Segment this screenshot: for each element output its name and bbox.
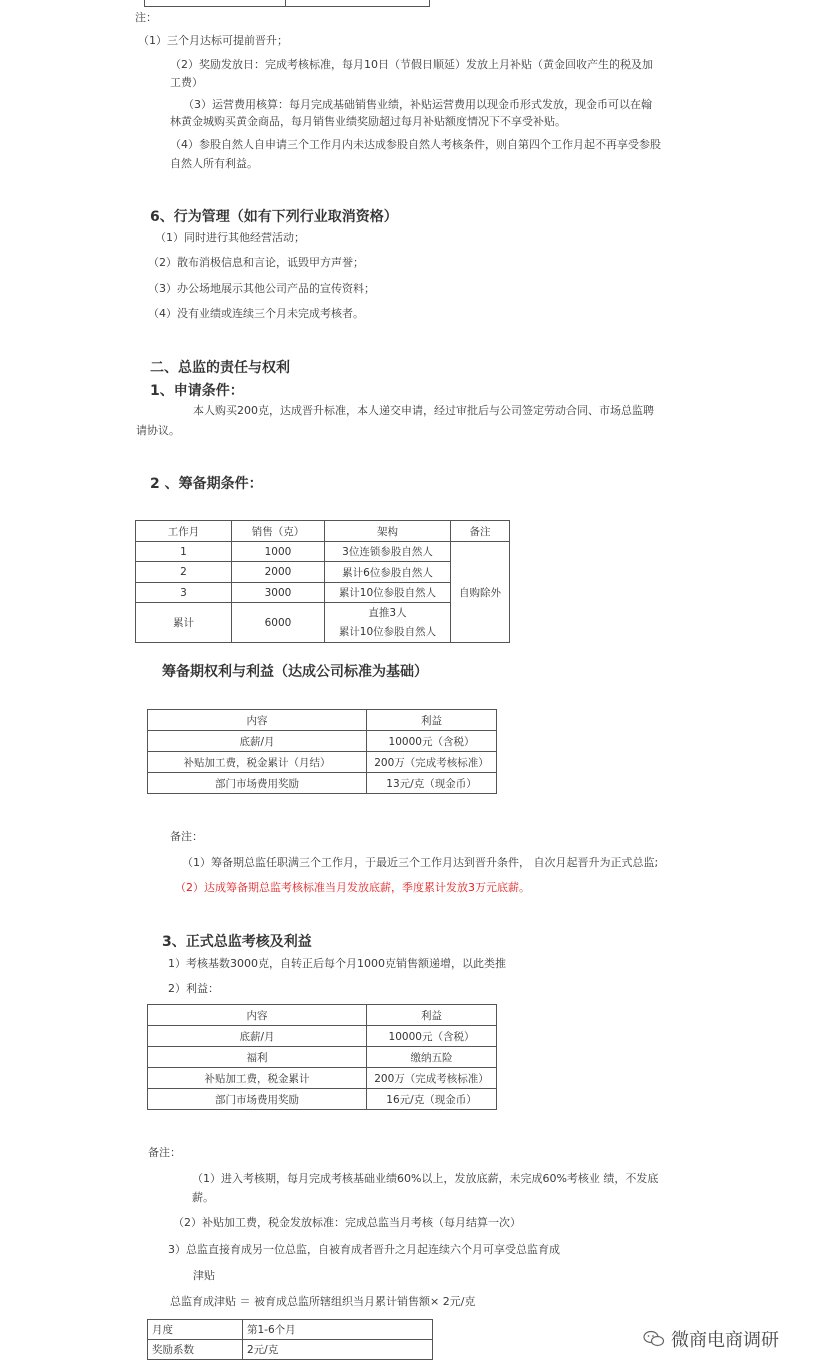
cell: 1 <box>136 542 232 562</box>
note-line: （4）参股自然人自申请三个工作月内未达成参股自然人考核条件，则自第四个工作月起不再享受参股 <box>170 138 661 151</box>
table-header: 内容 <box>148 710 367 731</box>
wechat-icon <box>643 1330 665 1348</box>
table-row <box>148 731 497 752</box>
note-line: （2）奖励发放日：完成考核标准，每月10日（节假日顺延）发放上月补贴（黄金回收产生的税及加 <box>170 58 653 71</box>
watermark-text: 微商电商调研 <box>671 1330 779 1351</box>
section-heading: 6、行为管理（如有下列行业取消资格） <box>150 209 398 225</box>
cell-line: 累计10位参股自然人 <box>338 625 437 638</box>
notes-heading: 备注： <box>148 1146 181 1159</box>
table-row <box>136 542 510 562</box>
sub-heading: 2 、筹备期条件： <box>150 476 263 492</box>
note-line: （1）进入考核期，每月完成考核基础业绩60%以上，发放底薪，未完成60%考核业 绩，不发底 <box>192 1172 659 1185</box>
table-row <box>148 1320 433 1340</box>
cell: 6000 <box>232 603 325 643</box>
note-line: （1）三个月达标可提前晋升； <box>138 34 288 47</box>
note-line: （1）筹备期总监任职满三个工作月，于最近三个工作月达到晋升条件， 自次月起晋升为正式总监; <box>182 856 659 869</box>
cell: 3 <box>136 583 232 603</box>
table-header: 工作月 <box>136 521 232 542</box>
paragraph: 2）利益： <box>168 982 219 995</box>
cell: 2000 <box>232 562 325 583</box>
cell: 10000元（含税） <box>367 1026 497 1047</box>
cell: 补贴加工费，税金累计（月结） <box>148 752 367 773</box>
table-row <box>148 773 497 794</box>
cell <box>325 603 451 643</box>
part-heading: 二、总监的责任与权利 <box>150 360 290 376</box>
table-row <box>148 1340 433 1360</box>
cell: 部门市场费用奖励 <box>148 1089 367 1110</box>
cell: 3位连锁参股自然人 <box>325 542 451 562</box>
cell: 缴纳五险 <box>367 1047 497 1068</box>
note-line: 林黄金城购买黄金商品，每月销售业绩奖励超过每月补贴额度情况下不享受补贴。 <box>170 115 566 128</box>
cell: 200万（完成考核标准） <box>367 1068 497 1089</box>
table-fragment-top <box>144 0 430 7</box>
cell: 底薪/月 <box>148 1026 367 1047</box>
paragraph: 请协议。 <box>136 424 180 437</box>
table-row <box>148 752 497 773</box>
cell: 10000元（含税） <box>367 731 497 752</box>
table-row <box>148 1089 497 1110</box>
notes-heading: 注： <box>135 11 157 24</box>
list-item: （4）没有业绩或连续三个月未完成考核者。 <box>148 307 364 320</box>
list-item: （2）散布消极信息和言论，诋毁甲方声誉； <box>148 256 364 269</box>
notes-heading: 备注： <box>170 830 203 843</box>
cell: 累计10位参股自然人 <box>325 583 451 603</box>
note-line: 自然人所有利益。 <box>170 157 258 170</box>
cell: 累计6位参股自然人 <box>325 562 451 583</box>
table-header: 利益 <box>367 1005 497 1026</box>
cell: 16元/克（现金币） <box>367 1089 497 1110</box>
cell-line: 直推3人 <box>368 606 407 619</box>
cell: 部门市场费用奖励 <box>148 773 367 794</box>
official-rights-table <box>147 1004 497 1110</box>
cell: 底薪/月 <box>148 731 367 752</box>
cell: 13元/克（现金币） <box>367 773 497 794</box>
list-item: （3）办公场地展示其他公司产品的宣传资料； <box>148 282 375 295</box>
cell: 2 <box>136 562 232 583</box>
sub-heading: 1、申请条件： <box>150 383 244 399</box>
cell: 200万（完成考核标准） <box>367 752 497 773</box>
cell: 月度 <box>148 1320 243 1340</box>
note-line: 津贴 <box>193 1269 215 1282</box>
table-header: 内容 <box>148 1005 367 1026</box>
list-item: （1）同时进行其他经营活动； <box>155 231 305 244</box>
note-line: 薪。 <box>192 1191 214 1204</box>
prep-conditions-table <box>135 520 510 643</box>
section-heading: 3、正式总监考核及利益 <box>162 934 312 950</box>
table-header: 架构 <box>325 521 451 542</box>
prep-rights-table <box>147 709 497 794</box>
section-heading: 筹备期权利与利益（达成公司标准为基础） <box>162 664 428 680</box>
watermark <box>643 1326 779 1352</box>
table-header: 利益 <box>367 710 497 731</box>
table-row <box>148 1026 497 1047</box>
cell: 福利 <box>148 1047 367 1068</box>
cell: 3000 <box>232 583 325 603</box>
formula: 总监育成津贴 ＝ 被育成总监所辖组织当月累计销售额× 2元/克 <box>170 1295 476 1308</box>
table-header: 备注 <box>451 521 510 542</box>
note-line-highlight: （2）达成筹备期总监考核标准当月发放底薪，季度累计发放3万元底薪。 <box>175 881 530 894</box>
cell: 累计 <box>136 603 232 643</box>
cell: 补贴加工费，税金累计 <box>148 1068 367 1089</box>
note-line: （2）补贴加工费，税金发放标准：完成总监当月考核（每月结算一次） <box>173 1216 521 1229</box>
table-header: 销售（克） <box>232 521 325 542</box>
table-row <box>148 1047 497 1068</box>
table-row <box>148 1068 497 1089</box>
paragraph: 1）考核基数3000克，自转正后每个月1000克销售额递增，以此类推 <box>168 957 506 970</box>
cell: 奖励系数 <box>148 1340 243 1360</box>
allowance-table <box>147 1319 433 1360</box>
cell-note: 自购除外 <box>451 542 510 643</box>
cell: 1000 <box>232 542 325 562</box>
cell: 2元/克 <box>243 1340 433 1360</box>
note-line: 工费） <box>170 76 203 89</box>
cell: 第1-6个月 <box>243 1320 433 1340</box>
note-line: （3）运营费用核算：每月完成基础销售业绩，补贴运营费用以现金币形式发放，现金币可以在翰 <box>183 98 652 111</box>
note-line: 3）总监直接育成另一位总监，自被育成者晋升之月起连续六个月可享受总监育成 <box>168 1243 560 1256</box>
paragraph: 本人购买200克，达成晋升标准，本人递交申请，经过审批后与公司签定劳动合同、市场总监聘 <box>193 404 654 417</box>
